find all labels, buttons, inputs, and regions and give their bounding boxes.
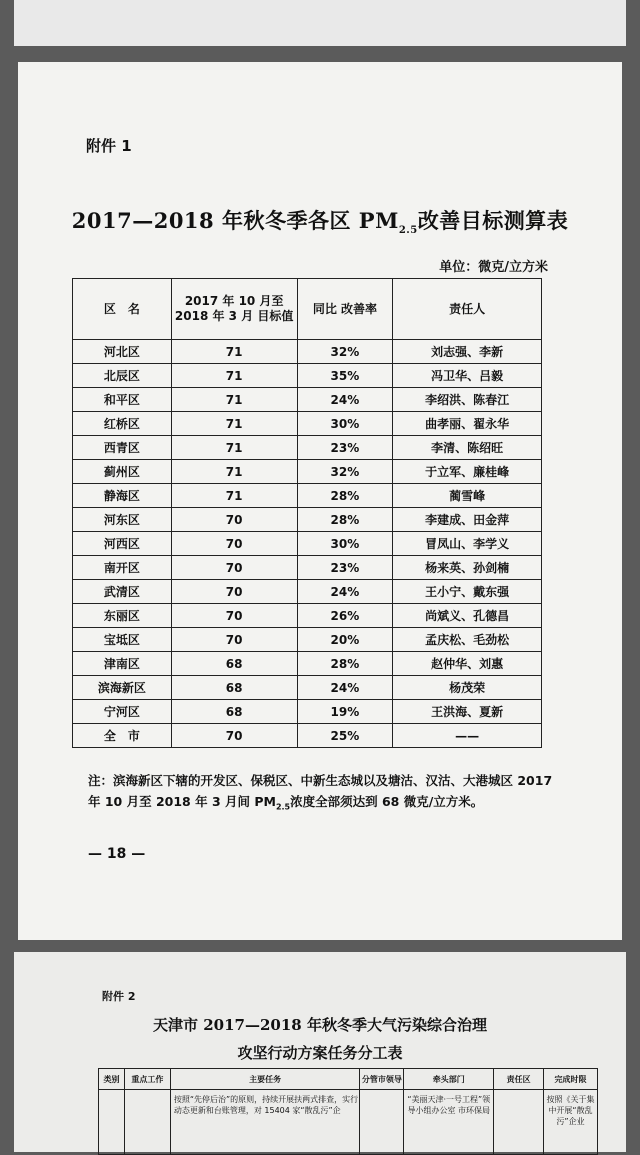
cell-improvement: 32%	[297, 340, 393, 364]
cell-responsible: 于立军、廉桂峰	[393, 460, 542, 484]
unit-label: 单位：微克/立方米	[439, 260, 548, 275]
table-row	[73, 724, 542, 748]
cell-target: 70	[171, 628, 297, 652]
header-responsible-area: 责任区	[494, 1069, 544, 1090]
cell-improvement: 30%	[297, 532, 393, 556]
cell-improvement: 24%	[297, 580, 393, 604]
cell-responsible: 李绍洪、陈春江	[393, 388, 542, 412]
cell-district: 宁河区	[73, 700, 172, 724]
title-subscript: 2.5	[398, 225, 418, 237]
cell-improvement: 32%	[297, 460, 393, 484]
table-row	[73, 556, 542, 580]
note-text: 注：滨海新区下辖的开发区、保税区、中新生态城以及塘沽、汉沽、大港城区 2017 年 10 月至 2018 年 3 月间 PM	[88, 773, 553, 809]
cell-target: 70	[171, 508, 297, 532]
cell-leader	[360, 1090, 404, 1155]
cell-district: 武清区	[73, 580, 172, 604]
cell-improvement: 24%	[297, 388, 393, 412]
cell-responsible: 李清、陈绍旺	[393, 436, 542, 460]
cell-responsible-area	[494, 1090, 544, 1155]
table-row	[73, 436, 542, 460]
cell-target: 70	[171, 604, 297, 628]
table-row	[73, 580, 542, 604]
cell-district: 和平区	[73, 388, 172, 412]
cell-lead-dept: “美丽天津·一号工程”领导小组办公室 市环保局	[404, 1090, 494, 1155]
document-page-attachment-2	[14, 952, 626, 1152]
cell-responsible: 孟庆松、毛劲松	[393, 628, 542, 652]
cell-responsible: 冯卫华、吕毅	[393, 364, 542, 388]
cell-district: 西青区	[73, 436, 172, 460]
table-row	[73, 460, 542, 484]
table-row	[73, 388, 542, 412]
document-page-18	[18, 62, 622, 940]
cell-responsible: 李建成、田金萍	[393, 508, 542, 532]
cell-district: 津南区	[73, 652, 172, 676]
cell-district: 北辰区	[73, 364, 172, 388]
attachment-label: 附件 1	[86, 137, 132, 155]
header-deadline: 完成时限	[544, 1069, 598, 1090]
cell-target: 71	[171, 412, 297, 436]
page-number: — 18 —	[88, 846, 146, 862]
cell-target: 71	[171, 460, 297, 484]
cell-improvement: 28%	[297, 652, 393, 676]
table-header-row	[73, 279, 542, 340]
table-row	[73, 532, 542, 556]
cell-responsible: 杨茂荣	[393, 676, 542, 700]
cell-improvement: 28%	[297, 484, 393, 508]
table-note	[88, 770, 558, 818]
pm25-target-table	[72, 278, 542, 748]
cell-improvement: 26%	[297, 604, 393, 628]
cell-improvement: 35%	[297, 364, 393, 388]
table-row	[73, 700, 542, 724]
cell-category	[99, 1090, 125, 1155]
cell-target: 70	[171, 556, 297, 580]
cell-responsible: 尚斌义、孔德昌	[393, 604, 542, 628]
cell-district: 宝坻区	[73, 628, 172, 652]
cell-target: 68	[171, 676, 297, 700]
page-title	[18, 205, 622, 236]
note-text-end: 浓度全部须达到 68 微克/立方米。	[290, 794, 484, 809]
header-main-task: 主要任务	[170, 1069, 360, 1090]
page2-title-line1: 天津市 2017—2018 年秋冬季大气污染综合治理	[153, 1016, 487, 1034]
table-header-row	[99, 1069, 598, 1090]
cell-responsible: 赵仲华、刘惠	[393, 652, 542, 676]
cell-district: 河西区	[73, 532, 172, 556]
table-row	[73, 676, 542, 700]
cell-improvement: 28%	[297, 508, 393, 532]
table-row	[73, 340, 542, 364]
cell-improvement: 24%	[297, 676, 393, 700]
cell-district: 河东区	[73, 508, 172, 532]
cell-responsible: ——	[393, 724, 542, 748]
header-target: 2017 年 10 月至 2018 年 3 月 目标值	[171, 279, 297, 340]
cell-main-task: 按照“先停后治”的原则，持续开展扶两式排查，实行动态更新和台账管理，对 15404 家“散乱污”企	[170, 1090, 360, 1155]
cell-target: 71	[171, 388, 297, 412]
cell-responsible: 刘志强、李新	[393, 340, 542, 364]
cell-district: 红桥区	[73, 412, 172, 436]
cell-district: 滨海新区	[73, 676, 172, 700]
cell-responsible: 曲孝丽、翟永华	[393, 412, 542, 436]
cell-improvement: 25%	[297, 724, 393, 748]
header-category: 类别	[99, 1069, 125, 1090]
cell-improvement: 23%	[297, 436, 393, 460]
header-district: 区 名	[73, 279, 172, 340]
table-row	[73, 484, 542, 508]
cell-improvement: 23%	[297, 556, 393, 580]
header-leader: 分管市领导	[360, 1069, 404, 1090]
cell-district: 全 市	[73, 724, 172, 748]
table-row	[73, 364, 542, 388]
cell-deadline: 按照《关于集中开展“散乱污”企业	[544, 1090, 598, 1155]
attachment-label-2: 附件 2	[102, 990, 136, 1003]
cell-target: 68	[171, 652, 297, 676]
table-row	[99, 1090, 598, 1155]
task-assignment-table	[98, 1068, 598, 1155]
cell-district: 蓟州区	[73, 460, 172, 484]
note-subscript: 2.5	[275, 802, 291, 812]
cell-district: 河北区	[73, 340, 172, 364]
header-key-work: 重点工作	[124, 1069, 170, 1090]
cell-target: 70	[171, 580, 297, 604]
table-row	[73, 604, 542, 628]
cell-responsible: 王小宁、戴东强	[393, 580, 542, 604]
page2-title-line2: 攻坚行动方案任务分工表	[237, 1044, 403, 1062]
cell-target: 71	[171, 340, 297, 364]
cell-district: 东丽区	[73, 604, 172, 628]
cell-target: 68	[171, 700, 297, 724]
cell-improvement: 30%	[297, 412, 393, 436]
cell-improvement: 20%	[297, 628, 393, 652]
header-lead-dept: 牵头部门	[404, 1069, 494, 1090]
previous-page-strip	[14, 0, 626, 46]
cell-responsible: 蔺雪峰	[393, 484, 542, 508]
cell-responsible: 杨来英、孙剑楠	[393, 556, 542, 580]
cell-improvement: 19%	[297, 700, 393, 724]
cell-target: 71	[171, 436, 297, 460]
cell-responsible: 冒凤山、李学义	[393, 532, 542, 556]
title-main: 2017—2018 年秋冬季各区 PM	[71, 208, 399, 233]
table-row	[73, 412, 542, 436]
cell-district: 南开区	[73, 556, 172, 580]
title-tail: 改善目标测算表	[417, 208, 569, 233]
cell-key-work	[124, 1090, 170, 1155]
table-row	[73, 652, 542, 676]
cell-target: 70	[171, 724, 297, 748]
table-row	[73, 508, 542, 532]
header-improvement: 同比 改善率	[297, 279, 393, 340]
cell-responsible: 王洪海、夏新	[393, 700, 542, 724]
header-responsible: 责任人	[393, 279, 542, 340]
cell-district: 静海区	[73, 484, 172, 508]
cell-target: 70	[171, 532, 297, 556]
cell-target: 71	[171, 484, 297, 508]
table-row	[73, 628, 542, 652]
cell-target: 71	[171, 364, 297, 388]
